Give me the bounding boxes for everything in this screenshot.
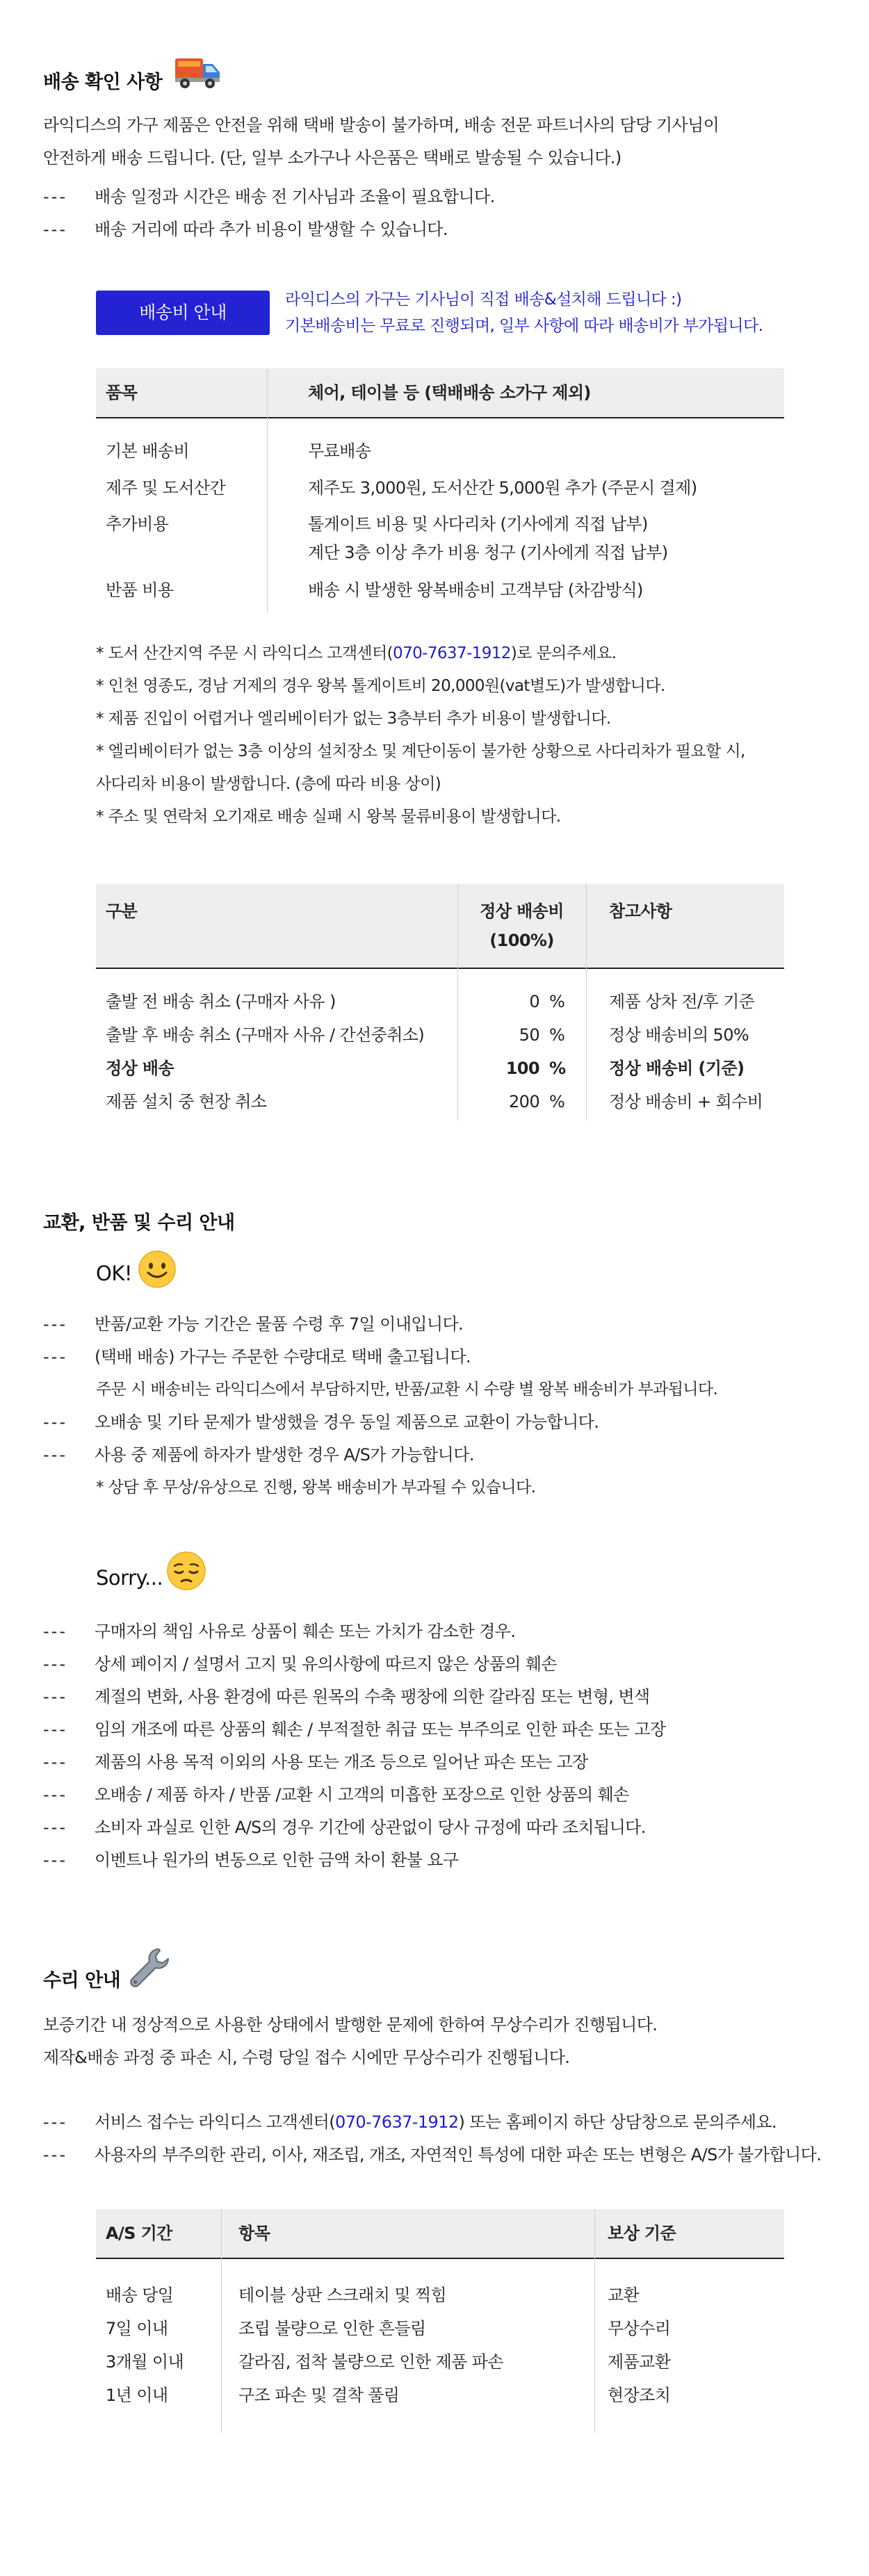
fee-row-label: 반품 비용 xyxy=(106,580,174,600)
repair-col-period: A/S 기간 xyxy=(106,2224,172,2243)
cancel-row-ref: 제품 상차 전/후 기준 xyxy=(609,992,755,1011)
fee-row-value: 무료배송 xyxy=(308,441,371,461)
cancel-row-unit: % xyxy=(549,992,565,1011)
repair-row-comp: 무상수리 xyxy=(608,2319,671,2338)
fee-note-3: * 제품 진입이 어렵거나 엘리베이터가 없는 3층부터 추가 비용이 발생합니다. xyxy=(96,710,611,728)
shipping-fee-badge: 배송비 안내 xyxy=(96,291,270,335)
fee-line-1: 라익디스의 가구는 기사님이 직접 배송&설치해 드립니다 :) xyxy=(285,291,682,309)
repair-intro-2: 제작&배송 과정 중 파손 시, 수령 당일 접수 시에만 무상수리가 진행됩니다. xyxy=(43,2048,570,2067)
cancel-row-pct: 0 xyxy=(529,992,539,1011)
fee-row-value: 계단 3층 이상 추가 비용 청구 (기사에게 직접 납부) xyxy=(308,543,668,562)
cancel-table-divider xyxy=(586,884,587,1120)
cancel-row-unit: % xyxy=(549,1059,566,1078)
smile-emoji-icon xyxy=(138,1250,177,1289)
cancel-row-label: 정상 배송 xyxy=(106,1059,174,1078)
fee-row-label: 기본 배송비 xyxy=(106,441,189,461)
cancel-row-ref: 정상 배송비 + 회수비 xyxy=(609,1092,763,1111)
repair-row-comp: 제품교환 xyxy=(608,2352,671,2372)
fee-row-value: 톨게이트 비용 및 사다리차 (기사에게 직접 납부) xyxy=(308,514,648,534)
cancel-row-unit: % xyxy=(549,1025,565,1045)
repair-row-comp: 현장조치 xyxy=(608,2386,671,2405)
cancel-row-pct: 50 xyxy=(519,1025,539,1045)
cancel-row-unit: % xyxy=(549,1092,565,1111)
phone-number[interactable]: 070-7637-1912 xyxy=(393,644,511,662)
cancel-row-pct: 100 xyxy=(505,1059,539,1078)
fee-row-label: 추가비용 xyxy=(106,514,169,534)
cancel-row-ref: 정상 배송비의 50% xyxy=(609,1025,749,1045)
repair-col-item: 항목 xyxy=(238,2224,270,2243)
cancel-row-label: 출발 후 배송 취소 (구매자 사유 / 간선중취소) xyxy=(106,1025,425,1045)
fee-row-value: 제주도 3,000원, 도서산간 5,000원 추가 (주문시 결제) xyxy=(308,478,697,498)
cancel-col-type: 구분 xyxy=(106,902,138,921)
delivery-intro-2: 안전하게 배송 드립니다. (단, 일부 소가구나 사은품은 택배로 발송될 수 있습니다.) xyxy=(43,148,622,168)
wrench-icon xyxy=(127,1946,172,1992)
cancel-row-label: 제품 설치 중 현장 취소 xyxy=(106,1092,267,1111)
fee-row-label: 제주 및 도서산간 xyxy=(106,478,226,498)
repair-table-divider xyxy=(221,2209,222,2433)
fee-note-1: * 도서 산간지역 주문 시 라익디스 고객센터(070-7637-1912)로 문의주세요. xyxy=(96,644,617,662)
repair-row-comp: 교환 xyxy=(608,2285,640,2305)
ok-title: OK! xyxy=(96,1262,132,1285)
repair-title: 수리 안내 xyxy=(43,1970,121,1991)
repair-row-period: 3개월 이내 xyxy=(106,2352,184,2372)
repair-row-item: 갈라짐, 접착 불량으로 인한 제품 파손 xyxy=(238,2352,503,2372)
fee-table-divider xyxy=(267,368,268,613)
list-item-note: * 상담 후 무상/유상으로 진행, 왕복 배송비가 부과될 수 있습니다. xyxy=(96,1478,536,1497)
repair-row-period: 배송 당일 xyxy=(106,2285,174,2305)
fee-note-2: * 인천 영종도, 경남 거제의 경우 왕복 톨게이트비 20,000원(vat별도)가 발생합니다. xyxy=(96,677,665,695)
fee-col-item: 품목 xyxy=(106,383,138,402)
repair-col-comp: 보상 기준 xyxy=(608,2224,676,2243)
cancel-row-ref: 정상 배송비 (기준) xyxy=(609,1059,745,1078)
fee-note-4: * 엘리베이터가 없는 3층 이상의 설치장소 및 계단이동이 불가한 상황으로 사다리차가 필요할 시, xyxy=(96,742,745,760)
fee-col-category: 체어, 테이블 등 (택배배송 소가구 제외) xyxy=(308,383,591,402)
repair-table-divider xyxy=(594,2209,595,2433)
repair-row-item: 구조 파손 및 결착 풀림 xyxy=(238,2386,400,2405)
sorry-title: Sorry... xyxy=(96,1566,163,1590)
exchange-title: 교환, 반품 및 수리 안내 xyxy=(43,1212,235,1234)
fee-row-value: 배송 시 발생한 왕복배송비 고객부담 (차감방식) xyxy=(308,580,643,600)
cancel-row-label: 출발 전 배송 취소 (구매자 사유 ) xyxy=(106,992,336,1011)
cancel-col-ref: 참고사항 xyxy=(609,902,672,921)
pensive-emoji-icon xyxy=(165,1550,207,1592)
list-item-continued: 주문 시 배송비는 라익디스에서 부담하지만, 반품/교환 시 수량 별 왕복 배송비가 부과됩니다. xyxy=(96,1380,718,1399)
cancel-row-pct: 200 xyxy=(508,1092,539,1111)
repair-row-period: 1년 이내 xyxy=(106,2386,168,2405)
repair-intro-1: 보증기간 내 정상적으로 사용한 상태에서 발행한 문제에 한하여 무상수리가 진행됩니다. xyxy=(43,2015,658,2035)
cancel-col-fee-pct: (100%) xyxy=(489,931,554,950)
cancel-col-fee: 정상 배송비 xyxy=(480,902,564,921)
fee-note-5: * 주소 및 연락처 오기재로 배송 실패 시 왕복 물류비용이 발생합니다. xyxy=(96,808,561,826)
repair-row-item: 조립 불량으로 인한 흔들림 xyxy=(238,2319,426,2338)
repair-table-header xyxy=(96,2209,784,2259)
fee-line-2: 기본배송비는 무료로 진행되며, 일부 사항에 따라 배송비가 부가됩니다. xyxy=(285,317,763,335)
fee-note-4b: 사다리차 비용이 발생합니다. (층에 따라 비용 상이) xyxy=(96,775,441,793)
delivery-intro-1: 라익디스의 가구 제품은 안전을 위해 택배 발송이 불가하며, 배송 전문 파트너사의 담당 기사님이 xyxy=(43,115,720,135)
truck-icon xyxy=(174,54,222,90)
delivery-title: 배송 확인 사항 xyxy=(43,72,163,93)
cancel-table-header xyxy=(96,884,784,969)
repair-row-item: 테이블 상판 스크래치 및 찍힘 xyxy=(238,2285,447,2305)
repair-row-period: 7일 이내 xyxy=(106,2319,168,2338)
phone-number[interactable]: 070-7637-1912 xyxy=(335,2112,459,2132)
